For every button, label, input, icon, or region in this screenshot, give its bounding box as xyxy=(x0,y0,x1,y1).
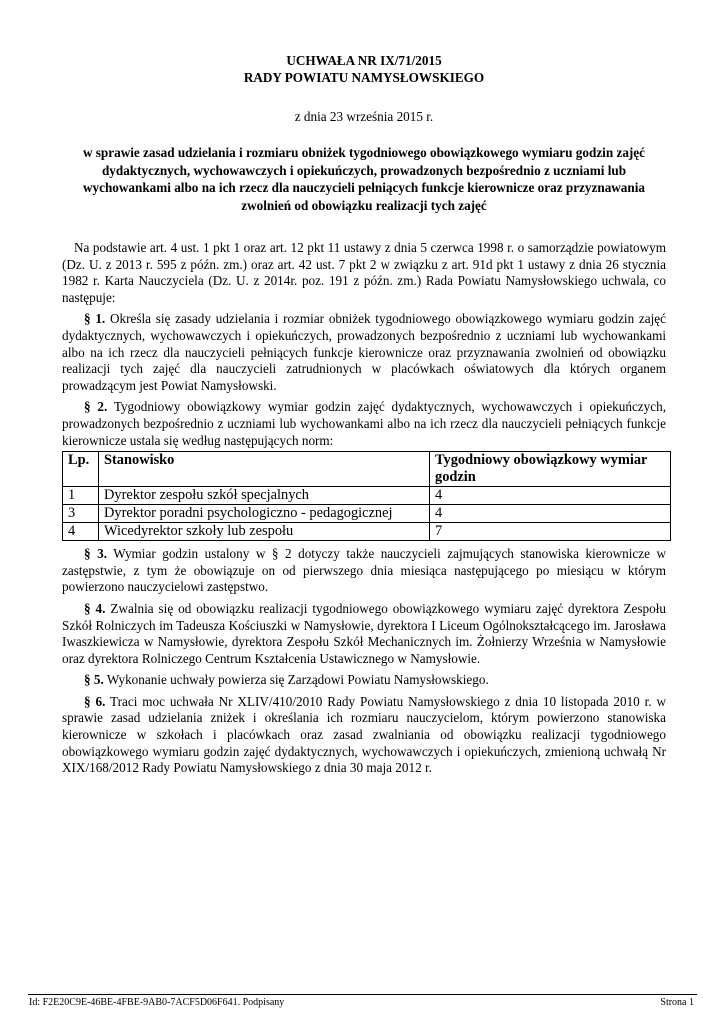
header-hours: Tygodniowy obowiązkowy wymiar godzin xyxy=(430,452,671,487)
cell-hours: 4 xyxy=(430,505,671,523)
section-2-label: § 2. xyxy=(84,399,108,415)
section-1-label: § 1. xyxy=(84,311,106,327)
section-6-text: Traci moc uchwała Nr XLIV/410/2010 Rady Powiatu Namysłowskiego z dnia 10 listopada 2010 r. w sprawie zasad udzielania zniżek i określania ich rozmiaru nauczycielom, którym powierzono stanowiska kierownicze w szkołach i placówkach oraz zasad zwalniania od obowiązku realizacji tygodniowego obowiązkowego wymiaru godzin zajęć dydaktycznych, wychowawczych i opiekuńczych, zmienioną uchwałą Nr XIX/168/2012 Rady Powiatu Namysłowskiego z dnia 30 maja 2012 r. xyxy=(62,693,667,776)
page-number: Strona 1 xyxy=(660,997,694,1008)
preamble: Na podstawie art. 4 ust. 1 pkt 1 oraz art. 12 pkt 11 ustawy z dnia 5 czerwca 1998 r. o samorządzie powiatowym (Dz. U. z 2013 r. 595 z późn. zm.) oraz art. 42 ust. 7 pkt 2 w związku z art. 91d pkt 1 ustawy z dnia 26 stycznia 1982 r. Karta Nauczyciela (Dz. U. z 2014r. poz. 191 z późn. zm.) Rada Powiatu Namysłowskiego uchwala, co następuje: xyxy=(62,240,666,305)
table-header-row xyxy=(63,452,671,487)
section-5-label: § 5. xyxy=(84,672,104,688)
cell-lp: 3 xyxy=(63,505,99,523)
cell-hours: 7 xyxy=(430,523,671,541)
cell-lp: 1 xyxy=(63,487,99,505)
section-2 xyxy=(62,399,666,449)
resolution-date: z dnia 23 września 2015 r. xyxy=(294,109,434,124)
norms-table xyxy=(62,451,671,541)
footer-divider xyxy=(28,994,697,995)
table-row xyxy=(63,523,671,541)
cell-hours: 4 xyxy=(430,487,671,505)
table-row xyxy=(63,505,671,523)
document-id: Id: F2E20C9E-46BE-4FBE-9AB0-7ACF5D06F641. Podpisany xyxy=(29,997,285,1008)
section-1 xyxy=(62,311,666,394)
cell-position: Dyrektor poradni psychologiczno - pedagogicznej xyxy=(99,505,430,523)
cell-lp: 4 xyxy=(63,523,99,541)
section-4-text: Zwalnia się od obowiązku realizacji tygodniowego obowiązkowego wymiaru zajęć dyrektora Zespołu Szkół Rolniczych im Tadeusza Kościuszki w Namysłowie, dyrektora I Liceum Ogólnokształcącego im. Jarosława Iwaszkiewicza w Namysłowie, dyrektora Zespołu Szkół Mechanicznych im. Żołnierzy Września w Namysłowie oraz dyrektora Rolniczego Centrum Kształcenia Ustawicznego w Namysłowie. xyxy=(62,600,666,666)
section-2-text: Tygodniowy obowiązkowy wymiar godzin zajęć dydaktycznych, wychowawczych i opiekuńczych, prowadzonych bezpośrednio z uczniami lub wychowankami albo na ich rzecz dla nauczycieli pełniących funkcje kierownicze ustala się według następujących norm: xyxy=(62,399,666,448)
resolution-subject: w sprawie zasad udzielania i rozmiaru obniżek tygodniowego obowiązkowego wymiaru godzin zajęć dydaktycznych, wychowawczych i opiekuńczych, prowadzonych bezpośrednio z uczniami lub wychowankami albo na ich rzecz dla nauczycieli pełniących funkcje kierownicze oraz przyznawania zwolnień od obowiązku realizacji tych zajęć xyxy=(82,145,646,213)
section-3-text: Wymiar godzin ustalony w § 2 dotyczy także nauczycieli zajmujących stanowiska kierownicze w zastępstwie, z tym że obowiązuje on od pierwszego dnia miesiąca następującego po miesiącu w którym powierzono nauczycielowi zastępstwo. xyxy=(62,546,666,595)
section-5 xyxy=(62,672,666,689)
cell-position: Wicedyrektor szkoły lub zespołu xyxy=(99,523,430,541)
resolution-number: UCHWAŁA NR IX/71/2015 xyxy=(286,53,442,68)
cell-position: Dyrektor zespołu szkół specjalnych xyxy=(99,487,430,505)
document-page xyxy=(62,52,666,777)
table-row xyxy=(63,487,671,505)
section-3 xyxy=(62,546,666,596)
council-name: RADY POWIATU NAMYSŁOWSKIEGO xyxy=(243,70,485,85)
section-1-text: Określa się zasady udzielania i rozmiar obniżek tygodniowego obowiązkowego wymiaru godzin zajęć dydaktycznych, wychowawczych i opiekuńczych, prowadzonych bezpośrednio z uczniami lub wychowankami albo na ich rzecz dla nauczycieli pełniących funkcje kierownicze oraz przyznawania zwolnień od obowiązku realizacji tych zajęć dla nauczycieli zatrudnionych w placówkach oświatowych dla których organem prowadzącym jest Powiat Namysłowski. xyxy=(62,311,667,393)
section-6 xyxy=(62,694,666,777)
section-5-text: Wykonanie uchwały powierza się Zarządowi Powiatu Namysłowskiego. xyxy=(103,672,489,688)
section-6-label: § 6. xyxy=(84,693,106,709)
header-lp: Lp. xyxy=(63,452,99,487)
header-position: Stanowisko xyxy=(99,452,430,487)
section-3-label: § 3. xyxy=(84,546,108,562)
section-4 xyxy=(62,601,666,667)
section-4-label: § 4. xyxy=(84,600,106,616)
